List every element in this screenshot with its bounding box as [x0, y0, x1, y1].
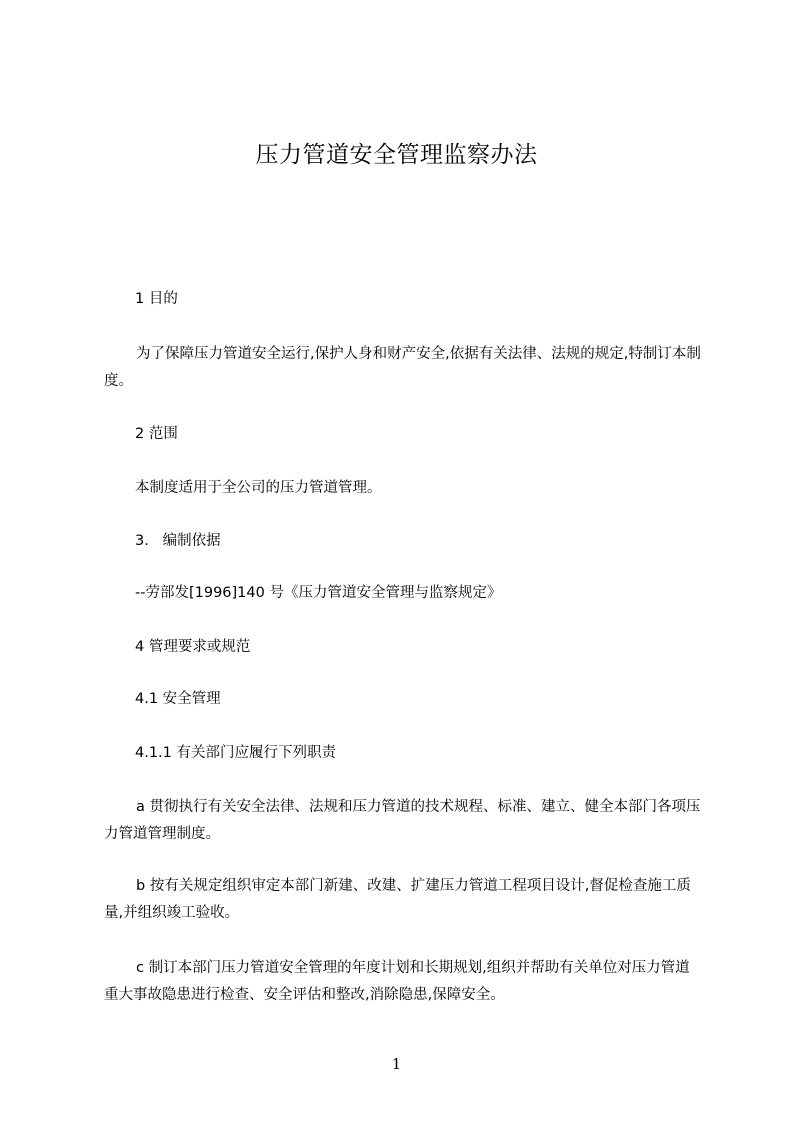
subsection-heading-safety-management: 4.1 安全管理 [135, 691, 221, 707]
section-heading-requirements: 4 管理要求或规范 [135, 639, 251, 655]
list-item-a: a 贯彻执行有关安全法律、法规和压力管道的技术规程、标准、建立、健全本部门各项压力管道管理制度。 [104, 799, 701, 842]
section-heading-purpose: 1 目的 [135, 291, 178, 307]
paragraph-basis: --劳部发[1996]140 号《压力管道安全管理与监察规定》 [135, 585, 502, 601]
list-item-b: b 按有关规定组织审定本部门新建、改建、扩建压力管道工程项目设计,督促检查施工质量,并组织竣工验收。 [104, 878, 691, 921]
page-title: 压力管道安全管理监察办法 [255, 142, 538, 168]
paragraph-purpose: 为了保障压力管道安全运行,保护人身和财产安全,依据有关法律、法规的规定,特制订本制度。 [104, 346, 701, 389]
paragraph-scope: 本制度适用于全公司的压力管道管理。 [135, 480, 382, 496]
section-heading-basis: 3. 编制依据 [135, 533, 221, 549]
section-heading-scope: 2 范围 [135, 426, 178, 442]
page-number: 1 [391, 1055, 402, 1073]
subsection-heading-department-duties: 4.1.1 有关部门应履行下列职责 [135, 745, 337, 761]
list-item-c: c 制订本部门压力管道安全管理的年度计划和长期规划,组织并帮助有关单位对压力管道重大事故隐患进行检查、安全评估和整改,消除隐患,保障安全。 [104, 960, 690, 1003]
